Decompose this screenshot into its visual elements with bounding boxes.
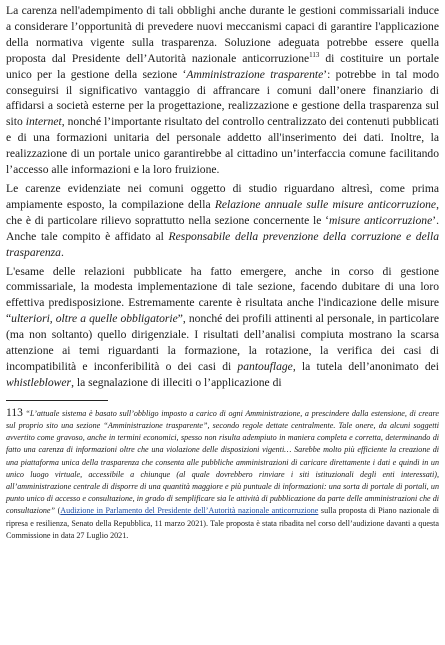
italic-text: pantouflage [237,359,293,373]
footnote-quote: “L’attuale sistema è basato sull’obbligo imposto a carico di ogni Amministrazione, a prescindere dalla estensione, di creare sul proprio sito una sezione “Amministrazione trasparente”, secondo regole dettate centralmente. Tale onere, da alcuni soggetti avvertito come gravoso, anche in termini economici, spesso non risulta adempiuto in maniera completa e corretta, determinando di fatto una carenza di informazioni oltre che una violazione delle disposizioni vigenti… Sarebbe molto più efficiente la creazione di una piattaforma unica della trasparenza che consenta alle pubbliche amministrazioni di caricare direttamente i dati e quindi in un unico luogo virtuale, accessibile a chiunque (al quale dovrebbero rinviare i siti istituzionali degli enti interessati), all’amministrazione centrale di disporre di una quantità maggiore e più puntuale di informazioni: una sorta di portale di portali, un punto unico di accesso e consultazione, in grado di semplificare sia le attività di pubblicazione da parte delle amministrazioni che di consultazione” [6,408,439,516]
text-run: Le carenze evidenziate nei comuni oggetto di studio riguardano altresì, come prima ampiamente esposto, la compilazione della [6,181,439,211]
text-run: L'esame delle relazioni pubblicate ha fatto emergere, anche in corso di gestione commissariale, la modesta implementazione di tale sezione, facendo dubitare di una loro effettiva predisposizione. Estremamente carente è risultata anche l'indicazione delle misure “ [6,264,439,326]
italic-text: whistleblower [6,375,72,389]
text-run: , la tutela dell’anonimato dei [292,359,439,373]
text-run: . [60,245,64,259]
footnote-number: 113 [6,406,23,419]
text-run: , che è di particolare rilievo soprattutto nella sezione concernente le ‘ [6,197,439,227]
paragraph-2 [6,181,439,261]
footnote-separator [6,400,108,401]
footnote-113 [6,407,439,542]
footnote-citation: sulla proposta di Piano nazionale di ripresa e resilienza, Senato della Repubblica, 11 marzo 2021). Tale proposta è stata ribadita nel corso dell’audizione davanti a questa Commissione in data 27 Luglio 2021. [6,506,440,540]
text-run: La carenza nell'adempimento di tali obblighi anche durante le gestioni commissariali induce a considerare l’opportunità di prevedere nuovi meccanismi capaci di garantire l'applicazione della normativa vigente sulla trasparenza. Soluzione adeguata potrebbe essere quella proposta dal Presidente dell’Autorità nazionale anticorruzione [6,4,439,65]
body-text [6,3,439,391]
text-run: ’: potrebbe in tal modo conseguirsi il significativo vantaggio di affrancare i comuni dall’onere finanziario di affidarsi a società esterne per la progettazione, realizzazione e gestione della trasparenza sul sito [6,67,439,129]
paragraph-1 [6,3,439,178]
text-run: ’. Anche tale compito è affidato al [6,213,439,243]
footnote-paren: ( [55,506,61,516]
footnote-source-link[interactable]: Audizione in Parlamento del Presidente dell’Autorità nazionale anticorruzione [60,506,319,516]
italic-text: Responsabile della prevenzione della corruzione e della trasparenza [6,229,439,259]
paragraph-3 [6,264,439,391]
italic-text: Amministrazione trasparente [186,67,324,81]
italic-text: ulteriori, oltre a quelle obbligatorie [11,312,178,326]
text-run: di costituire un portale unico per la gestione della sezione ‘ [6,51,439,81]
italic-text: Relazione annuale sulle misure anticorruzione [214,197,437,211]
italic-text: internet [25,115,62,129]
italic-text: misure anticorruzione [329,213,433,227]
text-run: , la segnalazione di illeciti o l’applicazione di [71,375,282,389]
footnote-ref: 113 [309,50,320,59]
text-run: ”, nonché dei profili attinenti al personale, in particolare (ma non soltanto) quello dirigenziale. I risultati dell’analisi compiuta mostrano la scarsa attenzione ai temi riguardanti la formazione, la rotazione, la verifica dei casi di incompatibilità e inconferibilità o dei casi di [6,312,439,373]
text-run: , nonché l’importante risultato del controllo centralizzato dei contenuti pubblicati e di una formazioni unitaria del personale addetto all'inserimento dei dati. Inoltre, la realizzazione di un portale unico garantirebbe al cittadino un’interfaccia comune facilitando l’accesso alle informazioni e la loro fruizione. [6,115,439,177]
